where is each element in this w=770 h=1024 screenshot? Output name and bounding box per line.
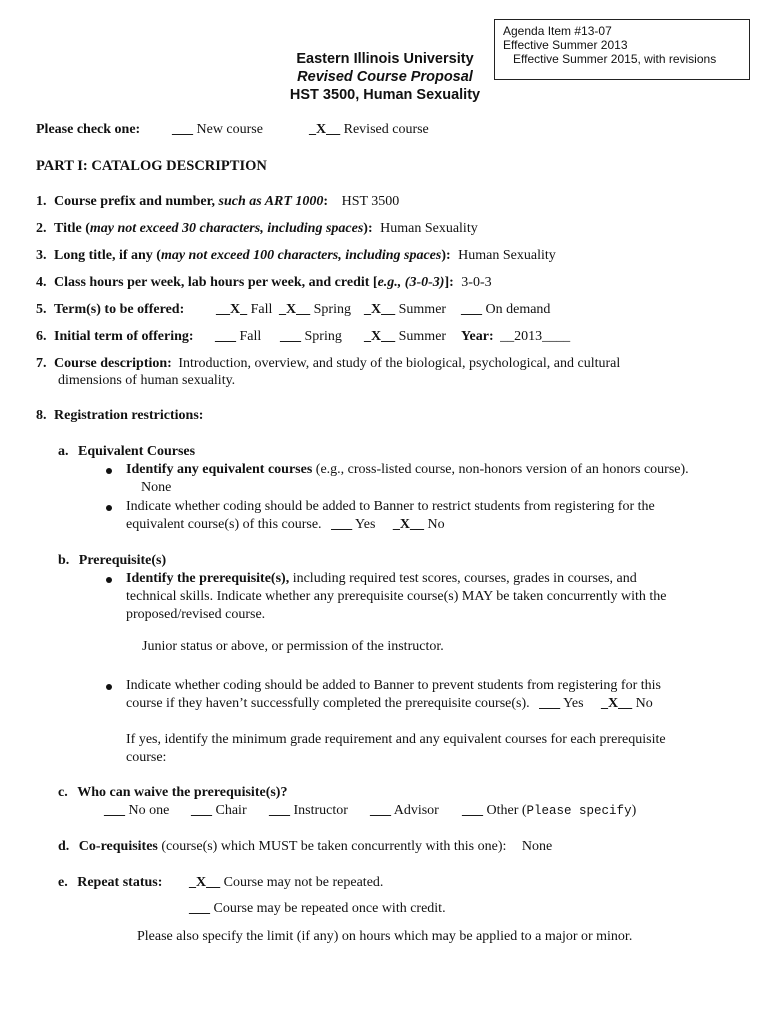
- no-mark: _X__: [392, 517, 425, 532]
- banner-question: course if they haven’t successfully completed the prerequisite course(s).: [126, 696, 530, 711]
- repeat-label: Course may not be repeated.: [220, 875, 384, 890]
- item-value: Human Sexuality: [458, 248, 556, 263]
- prerequisite-prompt-line-1: [126, 571, 637, 587]
- no-label: No: [427, 517, 445, 532]
- item-colon: ):: [441, 248, 451, 263]
- prerequisite-yes-option[interactable]: [539, 696, 583, 711]
- section-letter: a.: [58, 444, 69, 459]
- term-spring-option[interactable]: [279, 302, 351, 318]
- term-demand-label: On demand: [485, 302, 551, 317]
- waive-mark: ___: [191, 803, 212, 818]
- revised-course-option[interactable]: [309, 122, 429, 138]
- equivalent-yes-option[interactable]: [331, 517, 375, 532]
- initial-spring-mark: ___: [280, 329, 301, 344]
- check-label: Please check one:: [36, 122, 141, 137]
- prerequisite-prompt-line-2: technical skills. Indicate whether any prerequisite course(s) MAY be taken concurrently with the: [126, 589, 667, 604]
- initial-fall-option[interactable]: [215, 329, 261, 345]
- item-number: 1.: [36, 194, 47, 209]
- agenda-box: [494, 19, 750, 80]
- item-label: Term(s) to be offered:: [54, 302, 185, 317]
- minimum-grade-line-2: course:: [126, 750, 167, 765]
- waive-label: Instructor: [290, 803, 348, 818]
- prompt-rest: including required test scores, courses, grades in courses, and: [289, 571, 637, 586]
- term-summer-label: Summer: [398, 302, 447, 317]
- course-heading: HST 3500, Human Sexuality: [289, 87, 481, 103]
- item-long-title: [36, 248, 556, 264]
- waive-option-no-one[interactable]: [104, 803, 169, 819]
- agenda-item-number: Agenda Item #13-07: [503, 24, 612, 38]
- waive-option-advisor[interactable]: [370, 803, 439, 819]
- repeat-option-once[interactable]: [189, 901, 446, 917]
- term-summer-mark: _X__: [364, 302, 396, 317]
- initial-spring-label: Spring: [304, 329, 342, 344]
- description-line-2: dimensions of human sexuality.: [58, 373, 236, 388]
- no-label: No: [635, 696, 653, 711]
- item-number: 2.: [36, 221, 47, 236]
- waive-mark: ___: [104, 803, 125, 818]
- term-fall-label: Fall: [250, 302, 273, 317]
- section-rest: (course(s) which MUST be taken concurrently with this one):: [157, 839, 507, 854]
- repeat-mark: ___: [189, 901, 210, 916]
- initial-year-value: __2013____: [500, 329, 571, 344]
- term-fall-option[interactable]: [216, 302, 272, 318]
- repeat-option-not-repeated[interactable]: [189, 875, 383, 891]
- item-title: [36, 221, 478, 237]
- repeat-limit-note: Please also specify the limit (if any) on hours which may be applied to a major or minor.: [137, 929, 633, 944]
- item-number: 3.: [36, 248, 47, 263]
- term-fall-mark: __X_: [216, 302, 248, 317]
- waive-mark: ___: [370, 803, 391, 818]
- revised-course-label: Revised course: [340, 122, 429, 137]
- yes-label: Yes: [355, 517, 376, 532]
- initial-fall-mark: ___: [215, 329, 236, 344]
- waive-mark: ___: [462, 803, 483, 818]
- proposal-type: Revised Course Proposal: [297, 69, 473, 85]
- section-title: Prerequisite(s): [78, 553, 167, 568]
- new-course-option[interactable]: [172, 122, 263, 138]
- item-hint: may not exceed 100 characters, including spaces: [160, 248, 442, 263]
- section-e-heading: [58, 875, 162, 891]
- item-label: Long title, if any (: [54, 248, 161, 263]
- term-spring-label: Spring: [313, 302, 351, 317]
- item-colon: ):: [363, 221, 373, 236]
- waive-close: ): [631, 803, 637, 818]
- item-hint: may not exceed 30 characters, including spaces: [89, 221, 364, 236]
- item-hint: such as ART 1000: [218, 194, 324, 209]
- item-label: Course prefix and number,: [54, 194, 219, 209]
- section-letter: d.: [58, 839, 70, 854]
- item-label: Course description:: [54, 356, 172, 371]
- waive-label: Chair: [212, 803, 247, 818]
- section-a-heading: [58, 444, 195, 460]
- revised-course-mark: _X__: [309, 122, 341, 137]
- item-hint: e.g., (3-0-3): [377, 275, 445, 290]
- equivalent-no-option[interactable]: [393, 517, 445, 532]
- section-title: Co-requisites: [78, 839, 158, 854]
- repeat-mark: _X__: [189, 875, 221, 890]
- equivalent-banner-line-1: Indicate whether coding should be added to Banner to restrict students from registering for the: [126, 499, 655, 514]
- new-course-mark: ___: [172, 122, 193, 137]
- section-d-corequisites: [58, 839, 552, 855]
- item-course-description: [36, 356, 620, 372]
- item-label: Registration restrictions:: [54, 408, 204, 423]
- bullet-icon: [106, 684, 112, 690]
- yes-label: Yes: [563, 696, 584, 711]
- section-b-heading: [58, 553, 166, 569]
- section-c-heading: [58, 785, 287, 801]
- equivalent-courses-answer: None: [141, 480, 172, 495]
- initial-year-field[interactable]: [461, 329, 570, 345]
- prerequisite-banner-line-1: Indicate whether coding should be added to Banner to prevent students from registering for this: [126, 678, 661, 693]
- item-number: 8.: [36, 408, 47, 423]
- prompt-bold: Identify any equivalent courses: [126, 462, 313, 477]
- waive-label: Advisor: [391, 803, 439, 818]
- prerequisite-banner-line-2: [126, 696, 653, 712]
- item-number: 4.: [36, 275, 47, 290]
- waive-mark: ___: [269, 803, 290, 818]
- equivalent-courses-prompt: [126, 462, 689, 478]
- yes-mark: ___: [331, 517, 353, 532]
- initial-summer-option[interactable]: [364, 329, 446, 345]
- no-mark: _X__: [601, 696, 633, 711]
- item-value: 3-0-3: [461, 275, 492, 290]
- waive-option-instructor[interactable]: [269, 803, 348, 819]
- item-number: 6.: [36, 329, 47, 344]
- agenda-effective-2013: Effective Summer 2013: [503, 38, 628, 52]
- waive-specify: Please specify: [526, 804, 632, 818]
- initial-fall-label: Fall: [239, 329, 262, 344]
- item-registration-restrictions: [36, 408, 203, 424]
- initial-spring-option[interactable]: [280, 329, 342, 345]
- repeat-label: Course may be repeated once with credit.: [210, 901, 446, 916]
- section-title: Repeat status:: [77, 875, 163, 890]
- prerequisite-prompt-line-3: proposed/revised course.: [126, 607, 266, 622]
- initial-summer-mark: _X__: [364, 329, 396, 344]
- section-letter: e.: [58, 875, 68, 890]
- university-name: Eastern Illinois University: [296, 51, 474, 67]
- item-label: Title (: [54, 221, 90, 236]
- section-title: Who can waive the prerequisite(s)?: [77, 785, 288, 800]
- term-summer-option[interactable]: [364, 302, 446, 318]
- waive-option-chair[interactable]: [191, 803, 247, 819]
- section-title: Equivalent Courses: [78, 444, 196, 459]
- prompt-rest: (e.g., cross-listed course, non-honors version of an honors course).: [312, 462, 689, 477]
- term-demand-mark: ___: [461, 302, 482, 317]
- item-value: HST 3500: [341, 194, 400, 209]
- waive-label: No one: [125, 803, 170, 818]
- item-value: Human Sexuality: [380, 221, 478, 236]
- item-colon: ]:: [444, 275, 454, 290]
- minimum-grade-line-1: If yes, identify the minimum grade requirement and any equivalent courses for each prerequisite: [126, 732, 666, 747]
- bullet-icon: [106, 505, 112, 511]
- banner-question: equivalent course(s) of this course.: [126, 517, 322, 532]
- initial-year-label: Year:: [461, 329, 494, 344]
- section-letter: b.: [58, 553, 70, 568]
- bullet-icon: [106, 468, 112, 474]
- item-class-hours: [36, 275, 492, 291]
- item-terms-offered: [36, 302, 184, 318]
- item-initial-term: [36, 329, 194, 345]
- prompt-bold: Identify the prerequisite(s),: [126, 571, 290, 586]
- item-course-prefix: [36, 194, 399, 210]
- item-number: 7.: [36, 356, 47, 371]
- term-demand-option[interactable]: [461, 302, 550, 318]
- waive-label: Other (: [483, 803, 527, 818]
- waive-option-other[interactable]: [462, 803, 636, 819]
- equivalent-banner-line-2: [126, 517, 445, 533]
- new-course-label: New course: [193, 122, 263, 137]
- section-letter: c.: [58, 785, 68, 800]
- corequisites-value: None: [521, 839, 553, 854]
- item-label: Class hours per week, lab hours per week, and credit [: [54, 275, 378, 290]
- item-label: Initial term of offering:: [54, 329, 194, 344]
- prerequisite-no-option[interactable]: [601, 696, 653, 711]
- initial-summer-label: Summer: [398, 329, 447, 344]
- prerequisite-answer: Junior status or above, or permission of the instructor.: [142, 639, 444, 654]
- agenda-effective-2015: Effective Summer 2015, with revisions: [513, 52, 717, 66]
- yes-mark: ___: [539, 696, 561, 711]
- item-number: 5.: [36, 302, 47, 317]
- description-line-1: Introduction, overview, and study of the biological, psychological, and cultural: [178, 356, 621, 371]
- term-spring-mark: _X__: [279, 302, 311, 317]
- item-colon: :: [323, 194, 329, 209]
- part1-title: PART I: CATALOG DESCRIPTION: [36, 158, 267, 174]
- bullet-icon: [106, 577, 112, 583]
